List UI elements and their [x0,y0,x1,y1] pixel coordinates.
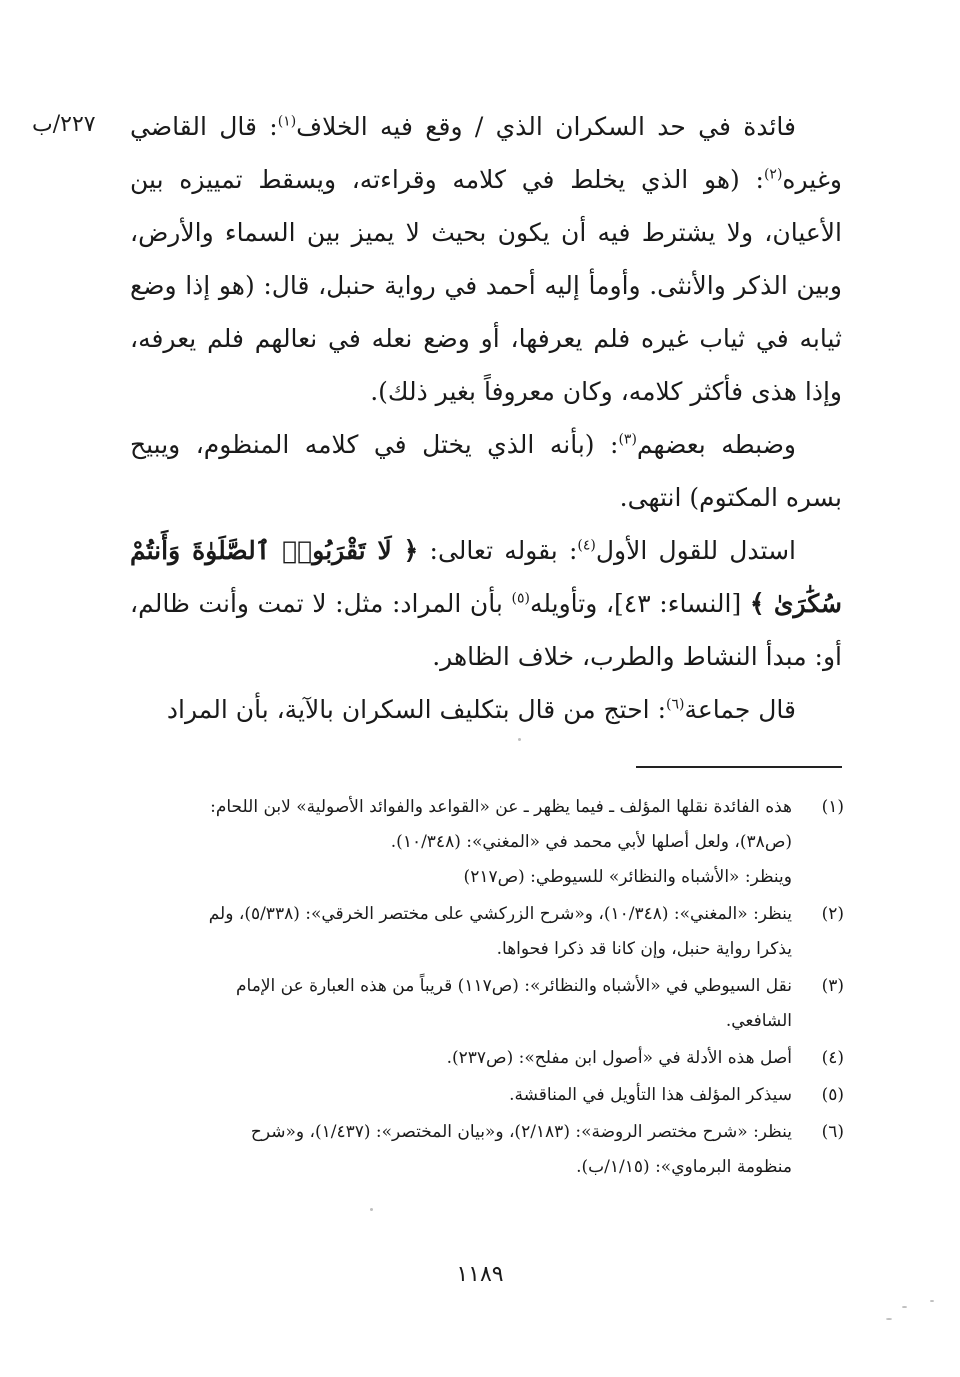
footnote-6 [142,1115,844,1185]
footnote-ref-5[interactable]: (٥) [511,590,530,607]
paragraph-3 [130,524,842,683]
footnote-line: الشافعي. [725,1011,792,1031]
footnote-line: هذه الفائدة نقلها المؤلف ـ فيما يظهر ـ عن «القواعد والفوائد الأصولية» لابن اللحام: [210,797,792,817]
page-number: ١١٨٩ [456,1262,504,1287]
footnote-number: (٦) [821,1122,844,1142]
paragraph-4 [130,683,842,736]
footnote-line: ينظر: «المغني»: (١٠/٣٤٨)، و«شرح الزركشي على مختصر الخرقي»: (٥/٣٣٨)، ولم [208,904,792,924]
footnote-5 [142,1078,844,1113]
text-run: : بقوله تعالى: [418,536,578,565]
manuscript-folio-marker: ٢٢٧/ب [32,112,96,137]
scan-speck [930,1300,934,1302]
footnote-ref-6[interactable]: (٦) [666,696,685,713]
footnote-text [142,1078,792,1113]
footnote-line: منظومة البرماوي»: (١/١٥/ب). [576,1157,792,1177]
footnote-line: أصل هذه الأدلة في «أصول ابن مفلح»: (ص٢٣٧). [446,1048,792,1068]
scan-speck [902,1306,907,1308]
text-run: : (بأنه الذي يختل في كلامه المنظوم، ويبيح بسره المكتوم) انتهى. [130,430,842,512]
quran-verse: ﴿ لَا تَقْرَبُوا۟ ٱلصَّلَوٰةَ وَأَنتُمْ سُكَٰرَىٰ ﴾ [130,536,843,618]
text-run: فائدة في حد السكران الذي / وقع فيه الخلاف [296,112,796,141]
footnote-line: سيذكر المؤلف هذا التأويل في المناقشة. [509,1085,792,1105]
footnote-text [142,1041,792,1076]
footnote-3 [142,969,844,1039]
footnote-line: يذكرا رواية حنبل، وإن كانا قد ذكرا فحواها. [496,939,792,959]
text-run: استدل للقول الأول [595,536,796,565]
footnote-text [142,969,792,1039]
footnote-number: (٢) [821,904,844,924]
footnote-separator [636,766,842,768]
text-run: : قال القاضي وغيره [130,112,842,194]
scan-speck [370,1208,373,1211]
footnote-line: وينظر: «الأشباه والنظائر» للسيوطي: (ص٢١٧) [463,867,792,887]
footnotes [142,790,844,1187]
footnote-ref-1[interactable]: (١) [277,113,297,130]
footnote-text [142,897,792,967]
footnote-2 [142,897,844,967]
text-run: [النساء: ٤٣]، وتأويله [529,589,750,618]
footnote-line: ينظر: «شرح مختصر الروضة»: (٢/١٨٣)، و«بيان المختصر»: (١/٤٣٧)، و«شرح [250,1122,792,1142]
footnote-ref-4[interactable]: (٤) [577,537,596,554]
text-run: وضبطه بعضهم [636,430,796,459]
paragraph-2 [130,418,842,524]
footnote-1 [142,790,844,895]
footnote-4 [142,1041,844,1076]
footnote-number: (٣) [821,976,844,996]
footnote-line: (ص٣٨)، ولعل أصلها لأبي محمد في «المغني»: (١٠/٣٤٨). [390,832,792,852]
footnote-text [142,1115,792,1185]
main-text [130,100,842,736]
text-run: : (هو الذي يخلط في كلامه وقراءته، ويسقط تمييزه بين الأعيان، ولا يشترط فيه أن يكون بحيث لا يميز بين السماء والأرض، وبين الذكر والأنثى. وأومأ إليه أحمد في رواية حنبل، قال: (هو إذا وضع ثيابه في ثياب غيره فلم يعرفها، أو وضع نعله في نعالهم فلم يعرفه، وإذا هذى فأكثر كلامه، وكان معروفاً بغير ذلك). [130,165,842,406]
footnote-number: (٤) [821,1048,844,1068]
footnote-ref-2[interactable]: (٢) [763,166,783,183]
footnote-ref-3[interactable]: (٣) [618,431,637,448]
footnote-number: (٥) [821,1085,844,1105]
paragraph-1 [130,100,842,418]
text-run: : احتج من قال بتكليف السكران بالآية، بأن المراد [166,695,666,724]
scan-speck [886,1318,892,1320]
footnote-line: نقل السيوطي في «الأشباه والنظائر»: (ص١١٧) قريباً من هذه العبارة عن الإمام [236,976,792,996]
text-run: قال جماعة [684,695,796,724]
text-run: بأن المراد: مثل: لا تمت وأنت ظالم، أو: مبدأ النشاط والطرب، خلاف الظاهر. [130,589,842,671]
footnote-number: (١) [821,797,844,817]
scan-speck [518,738,521,741]
footnote-text [142,790,792,895]
